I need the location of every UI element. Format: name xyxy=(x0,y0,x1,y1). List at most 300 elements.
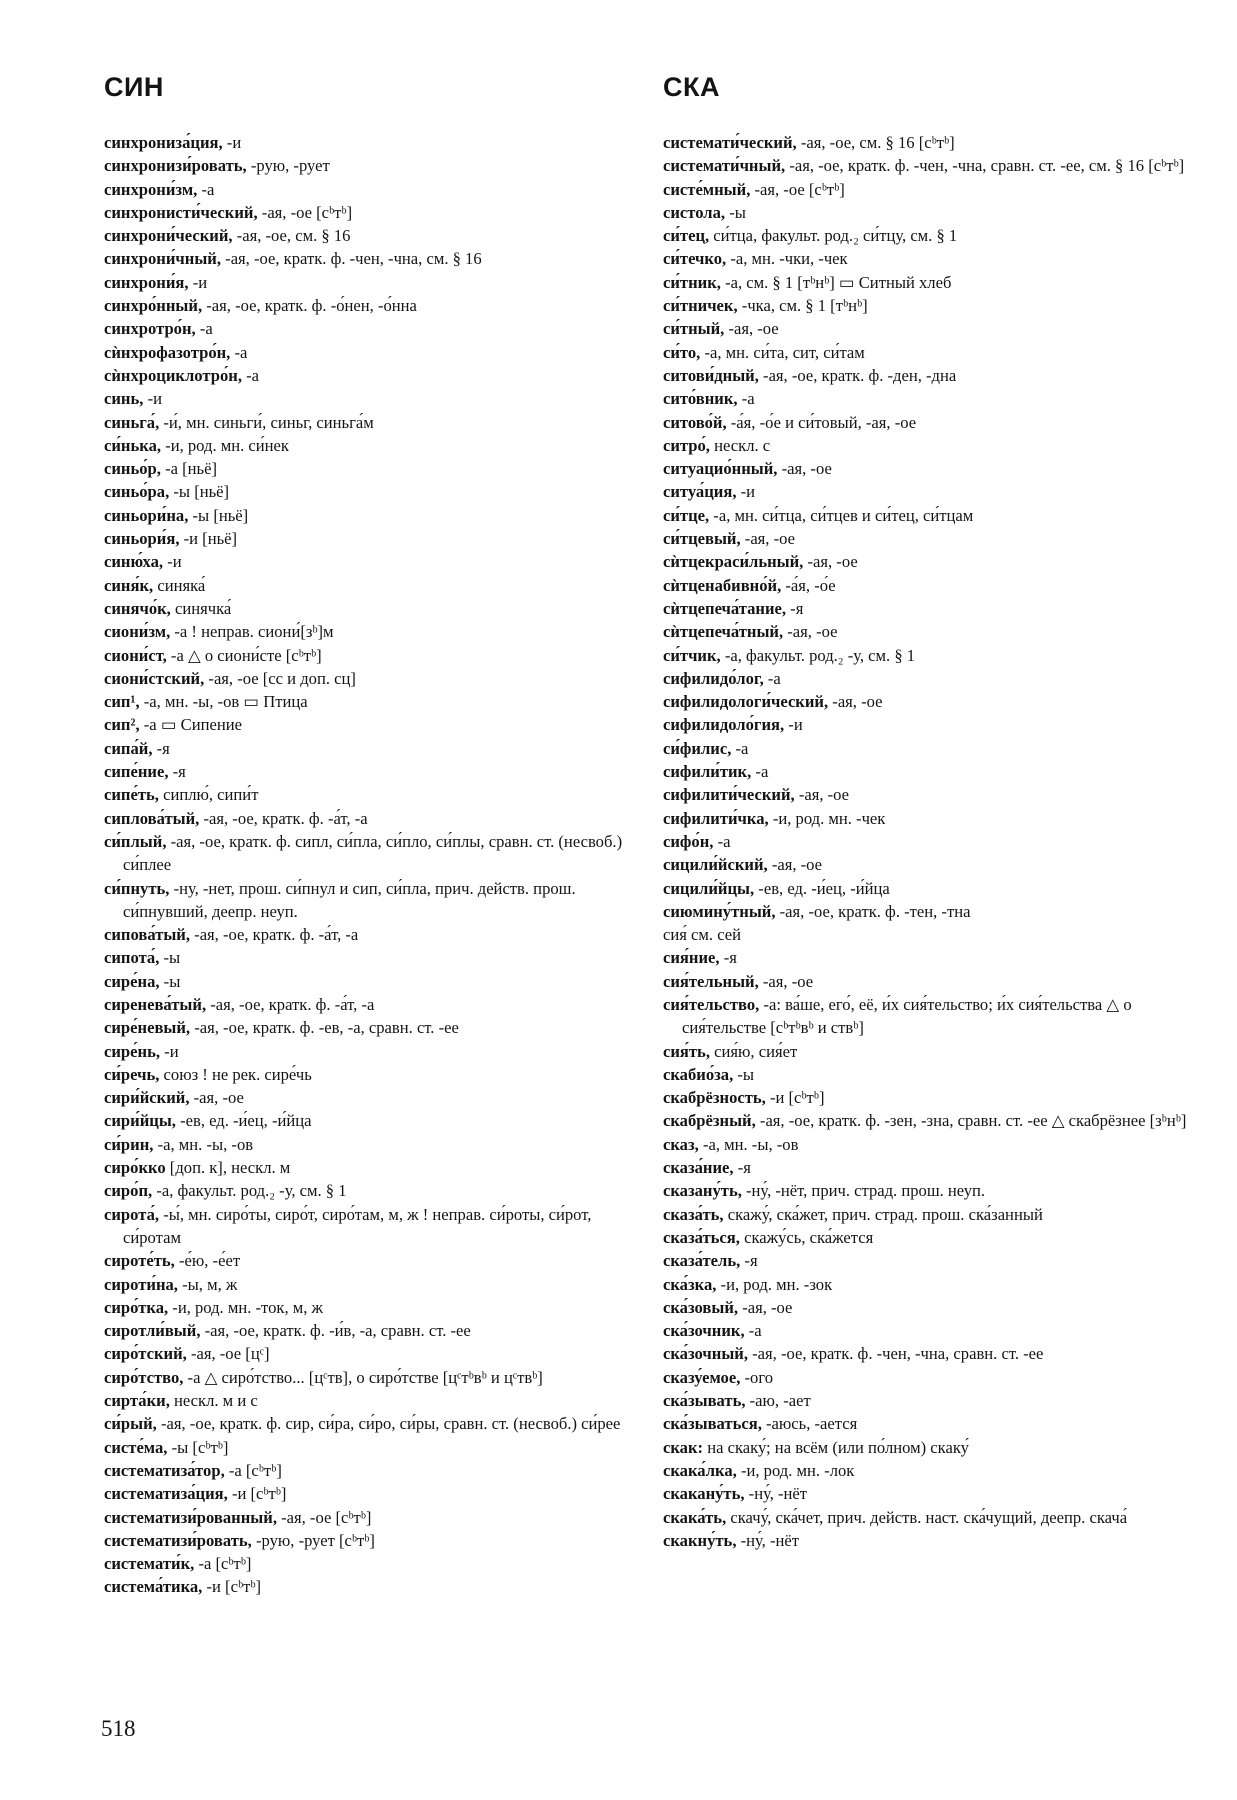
entry-headword: скакану́ть, xyxy=(663,1484,745,1504)
dictionary-entry xyxy=(663,1342,1193,1365)
entry-definition: на скаку́; на всём (или по́лном) скаку́ xyxy=(703,1437,969,1457)
entry-definition: -и xyxy=(188,272,208,292)
dictionary-entry xyxy=(104,597,638,620)
entry-definition: скажу́, ска́жет, прич. страд. прош. ска́занный xyxy=(723,1204,1043,1224)
entry-headword: ситуа́ция, xyxy=(663,482,737,502)
entry-headword: синя́к, xyxy=(104,575,154,595)
entry-headword: система́тика, xyxy=(104,1577,203,1597)
entry-headword: синьори́на, xyxy=(104,505,189,525)
entry-definition: -аю, -ает xyxy=(745,1391,811,1411)
entry-definition: -а ▭ Сипение xyxy=(139,715,242,735)
entry-definition: -ну́, -нёт xyxy=(744,1484,808,1504)
dictionary-entry xyxy=(104,247,638,270)
dictionary-entry xyxy=(104,387,638,410)
running-head-right: СКА xyxy=(663,72,720,102)
entry-headword: сказа́тель, xyxy=(663,1251,741,1271)
entry-headword: сиро́п, xyxy=(104,1181,153,1201)
dictionary-entry xyxy=(104,201,638,224)
entry-definition: -аюсь, -ается xyxy=(761,1414,858,1434)
entry-headword: синхротро́н, xyxy=(104,319,196,339)
dictionary-entry xyxy=(663,1109,1193,1132)
entry-headword: скакну́ть, xyxy=(663,1530,737,1550)
dictionary-entry xyxy=(104,550,638,573)
entry-definition: -ы xyxy=(159,971,181,991)
entry-definition: -ая, -ое xyxy=(803,552,858,572)
dictionary-entry xyxy=(663,620,1193,643)
entry-headword: сѝтценабивно́й, xyxy=(663,575,782,595)
entry-headword: синьо́р, xyxy=(104,459,161,479)
dictionary-entry xyxy=(663,131,1193,154)
dictionary-entry xyxy=(104,224,638,247)
entry-definition: -ну, -нет, прош. си́пнул и сип, си́пла, прич. действ. прош. си́пнувший, деепр. неуп. xyxy=(123,878,576,921)
entry-definition: -ая, -ое xyxy=(758,971,814,991)
entry-headword: си́нька, xyxy=(104,435,162,455)
dictionary-entry xyxy=(104,294,638,317)
entry-definition: -я xyxy=(168,762,186,782)
entry-definition: -е́ю, -е́ет xyxy=(174,1251,241,1271)
entry-headword: си́тник, xyxy=(663,272,721,292)
entry-definition: -ну́, -нёт xyxy=(736,1530,799,1550)
dictionary-entry xyxy=(663,760,1193,783)
dictionary-entry xyxy=(104,434,638,457)
entry-definition: [доп. к], нескл. м xyxy=(165,1158,291,1178)
entry-headword: сиюмину́тный, xyxy=(663,901,776,921)
entry-headword: сѝтцепеча́тание, xyxy=(663,598,787,618)
entry-definition: -а, см. § 1 [тᵇнᵇ] ▭ Ситный хлеб xyxy=(720,272,952,292)
dictionary-entry xyxy=(104,504,638,527)
entry-definition: -ы [сᵇтᵇ] xyxy=(167,1437,229,1457)
entry-definition: -а ! неправ. сиони́[зᵇ]м xyxy=(170,622,334,642)
entry-definition: -а, факульт. род.₂ -у, см. § 1 xyxy=(720,645,916,665)
dictionary-entry xyxy=(104,923,638,946)
dictionary-entry xyxy=(104,807,638,830)
entry-headword: сипе́ние, xyxy=(104,762,169,782)
entry-definition: -рую, -рует [сᵇтᵇ] xyxy=(251,1530,375,1550)
entry-headword: сиро́тство, xyxy=(104,1367,184,1387)
entry-definition: -а [ньё] xyxy=(160,459,217,479)
entry-headword: синхрони́ческий, xyxy=(104,226,233,246)
dictionary-entry xyxy=(663,1459,1193,1482)
dictionary-entry xyxy=(663,574,1193,597)
entry-definition: -ая, -ое, кратк. ф. -ден, -дна xyxy=(758,365,957,385)
dictionary-entry xyxy=(663,830,1193,853)
entry-definition: -а́я, -о́е xyxy=(781,575,836,595)
entry-definition: нескл. м и с xyxy=(169,1391,258,1411)
entry-headword: систематизи́ровать, xyxy=(104,1530,252,1550)
entry-definition: -ая, -ое, кратк. ф. -а́т, -а xyxy=(190,925,359,945)
entry-headword: синячо́к, xyxy=(104,598,171,618)
entry-headword: си́тец, xyxy=(663,226,710,246)
entry-definition: -ая, -ое xyxy=(738,1297,793,1317)
entry-definition: -а △ о сиони́сте [сᵇтᵇ] xyxy=(166,645,322,665)
entry-headword: сиони́зм, xyxy=(104,622,171,642)
entry-headword: си́течко, xyxy=(663,249,727,269)
entry-headword: сипота́, xyxy=(104,948,160,968)
entry-definition: -ну́, -нёт, прич. страд. прош. неуп. xyxy=(741,1181,986,1201)
dictionary-entry xyxy=(104,690,638,713)
dictionary-entry xyxy=(663,457,1193,480)
entry-definition: -а xyxy=(737,389,755,409)
entry-headword: сипова́тый, xyxy=(104,925,191,945)
entry-headword: сифилидоло́гия, xyxy=(663,715,785,735)
entry-headword: сипа́й, xyxy=(104,738,153,758)
entry-definition: -а xyxy=(197,179,215,199)
entry-headword: сипе́ть, xyxy=(104,785,159,805)
dictionary-entry xyxy=(104,1203,638,1250)
dictionary-entry xyxy=(104,1296,638,1319)
entry-definition: -а, мн. си́та, сит, си́там xyxy=(700,342,865,362)
dictionary-entry xyxy=(104,1179,638,1202)
entry-headword: систематиза́тор, xyxy=(104,1460,225,1480)
entry-definition: -и, род. мн. -чек xyxy=(768,808,886,828)
entry-headword: си́пнуть, xyxy=(104,878,170,898)
entry-headword: сифилидологи́ческий, xyxy=(663,692,829,712)
entry-definition: -а, факульт. род.₂ -у, см. § 1 xyxy=(152,1181,347,1201)
dictionary-entry xyxy=(104,317,638,340)
entry-headword: си́тничек, xyxy=(663,296,738,316)
entry-headword: сиро́тка, xyxy=(104,1297,169,1317)
entry-headword: синхронизи́ровать, xyxy=(104,156,247,176)
dictionary-entry xyxy=(104,1552,638,1575)
dictionary-entry xyxy=(663,713,1193,736)
entry-headword: ситови́дный, xyxy=(663,365,759,385)
entry-headword: сия́тельство, xyxy=(663,994,760,1014)
entry-definition: -ая, -ое, кратк. ф. -тен, -тна xyxy=(775,901,971,921)
entry-definition: синячка́ xyxy=(170,598,232,618)
entry-definition: -и, род. мн. -ток, м, ж xyxy=(168,1297,324,1317)
entry-definition: -а xyxy=(731,738,749,758)
entry-headword: скабио́за, xyxy=(663,1064,734,1084)
entry-definition: -ая, -ое, кратк. ф. -чен, -чна, см. § 16 xyxy=(221,249,482,269)
entry-definition: -ы [ньё] xyxy=(188,505,249,525)
dictionary-entry xyxy=(104,1575,638,1598)
entry-definition: -и xyxy=(143,389,162,409)
entry-headword: сѝнхроциклотро́н, xyxy=(104,365,242,385)
entry-headword: си́тный, xyxy=(663,319,725,339)
running-head-left: СИН xyxy=(104,72,164,102)
dictionary-entry xyxy=(104,1366,638,1389)
entry-headword: сѝнхрофазотро́н, xyxy=(104,342,231,362)
entry-headword: сиплова́тый, xyxy=(104,808,200,828)
dictionary-entry xyxy=(104,1109,638,1132)
entry-definition: -ая, -ое, см. § 16 xyxy=(232,226,351,246)
dictionary-entry xyxy=(663,1366,1193,1389)
dictionary-entry xyxy=(663,527,1193,550)
entry-headword: системати́к, xyxy=(104,1554,195,1574)
entry-headword: сифилидо́лог, xyxy=(663,668,764,688)
dictionary-entry xyxy=(663,807,1193,830)
entry-definition: -ев, ед. -и́ец, -и́йца xyxy=(754,878,890,898)
entry-definition: скажу́сь, ска́жется xyxy=(739,1227,874,1247)
dictionary-entry xyxy=(663,247,1193,270)
dictionary-entry xyxy=(104,341,638,364)
entry-definition: сиплю́, сипи́т xyxy=(158,785,259,805)
entry-definition: -а, мн. си́тца, си́тцев и си́тец, си́тцам xyxy=(709,505,974,525)
entry-headword: сироте́ть, xyxy=(104,1251,175,1271)
dictionary-entry xyxy=(663,1133,1193,1156)
entry-headword: сире́невый, xyxy=(104,1018,191,1038)
dictionary-entry xyxy=(104,1342,638,1365)
entry-headword: сифо́н, xyxy=(663,831,714,851)
entry-headword: скабрёзность, xyxy=(663,1088,766,1108)
entry-headword: синхронисти́ческий, xyxy=(104,202,258,222)
entry-headword: си́тчик, xyxy=(663,645,721,665)
entry-definition: -ая, -ое, кратк. ф. -о́нен, -о́нна xyxy=(202,296,417,316)
entry-headword: ска́зочник, xyxy=(663,1321,745,1341)
entry-definition: -и xyxy=(736,482,756,502)
entry-definition: -ая, -ое, кратк. ф. -зен, -зна, сравн. ст. -ее △ скабрёзнее [зᵇнᵇ] xyxy=(755,1111,1187,1131)
dictionary-entry xyxy=(104,154,638,177)
entry-definition: -ая, -ое [сᵇтᵇ] xyxy=(750,179,845,199)
dictionary-entry xyxy=(104,667,638,690)
dictionary-entry xyxy=(104,993,638,1016)
entry-definition: -я xyxy=(786,598,804,618)
entry-headword: скабрёзный, xyxy=(663,1111,756,1131)
dictionary-entry xyxy=(663,900,1193,923)
dictionary-entry xyxy=(663,597,1193,620)
entry-headword: сия́ть, xyxy=(663,1041,710,1061)
dictionary-entry xyxy=(104,1389,638,1412)
entry-definition: -а, мн. -ы, -ов xyxy=(153,1134,254,1154)
entry-definition: -а xyxy=(751,762,769,782)
entry-definition: скачу́, ска́чет, прич. действ. наст. ска́чущий, деепр. скача́ xyxy=(726,1507,1128,1527)
entry-definition: -рую, -рует xyxy=(246,156,330,176)
entry-definition: -ая, -ое xyxy=(724,319,779,339)
entry-definition: -я xyxy=(152,738,170,758)
dictionary-entry xyxy=(104,946,638,969)
dictionary-entry xyxy=(104,760,638,783)
entry-headword: систематизи́рованный, xyxy=(104,1507,277,1527)
entry-definition: -а xyxy=(230,342,248,362)
entry-definition: -ая, -ое, кратк. ф. -чен, -чна, сравн. ст. -ее xyxy=(748,1344,1044,1364)
entry-headword: сиренева́тый, xyxy=(104,994,207,1014)
entry-definition: -и xyxy=(222,133,242,152)
dictionary-entry xyxy=(663,387,1193,410)
dictionary-entry xyxy=(663,1319,1193,1342)
entry-definition: сия́ю, сия́ет xyxy=(709,1041,798,1061)
entry-headword: си́рый, xyxy=(104,1414,157,1434)
entry-definition: -ая, -ое xyxy=(794,785,850,805)
entry-headword: ска́зываться, xyxy=(663,1414,762,1434)
dictionary-entry xyxy=(104,574,638,597)
dictionary-entry xyxy=(663,783,1193,806)
dictionary-entry xyxy=(663,1203,1193,1226)
dictionary-entry xyxy=(104,480,638,503)
dictionary-entry xyxy=(663,504,1193,527)
entry-definition: -и xyxy=(784,715,803,735)
entry-definition: -ая, -ое, кратк. ф. -чен, -чна, сравн. ст. -ее, см. § 16 [сᵇтᵇ] xyxy=(785,156,1185,176)
entry-definition: -и, род. мн. -зок xyxy=(716,1274,833,1294)
entry-headword: сифилити́чка, xyxy=(663,808,769,828)
entry-headword: сицили́йцы, xyxy=(663,878,755,898)
dictionary-entry xyxy=(104,1412,638,1435)
entry-definition: -ы́, мн. сиро́ты, сиро́т, сиро́там, м, ж ! неправ. си́роты, си́рот, си́ротам xyxy=(123,1204,592,1247)
dictionary-entry xyxy=(663,1436,1193,1459)
entry-headword: сказ, xyxy=(663,1134,699,1154)
entry-headword: синь, xyxy=(104,389,144,409)
entry-definition: -ы, м, ж xyxy=(177,1274,238,1294)
dictionary-entry xyxy=(663,434,1193,457)
entry-headword: синхрони́я, xyxy=(104,272,189,292)
entry-definition: -а, мн. -ы, -ов xyxy=(698,1134,799,1154)
dictionary-entry xyxy=(104,1086,638,1109)
entry-headword: синьга́, xyxy=(104,412,160,432)
entry-headword: си́речь, xyxy=(104,1064,160,1084)
entry-headword: сип¹, xyxy=(104,692,140,712)
entry-definition: -а △ сиро́тство... [цᶜтв], о сиро́тстве [цᶜтᵇвᵇ и цᶜтвᵇ] xyxy=(183,1367,543,1387)
entry-headword: синхро́нный, xyxy=(104,296,203,316)
entry-definition: -а xyxy=(713,831,731,851)
entry-definition: -а, мн. -чки, -чек xyxy=(726,249,848,269)
entry-headword: сицили́йский, xyxy=(663,855,768,875)
entry-headword: си́то, xyxy=(663,342,701,362)
entry-definition: союз ! не рек. сире́чь xyxy=(159,1064,312,1084)
dictionary-entry xyxy=(104,713,638,736)
dictionary-entry xyxy=(663,294,1193,317)
left-column xyxy=(104,131,638,1599)
entry-headword: скака́ть, xyxy=(663,1507,727,1527)
entry-headword: си́тцевый, xyxy=(663,529,741,549)
dictionary-entry xyxy=(104,1016,638,1039)
entry-definition: -а xyxy=(195,319,213,339)
dictionary-entry xyxy=(663,271,1193,294)
dictionary-entry xyxy=(104,271,638,294)
entry-headword: сиро́тский, xyxy=(104,1344,187,1364)
entry-definition: -я xyxy=(733,1158,751,1178)
entry-headword: сири́йцы, xyxy=(104,1111,176,1131)
right-column xyxy=(663,131,1193,1552)
entry-definition: -ы [ньё] xyxy=(169,482,230,502)
dictionary-entry xyxy=(663,970,1193,993)
entry-definition: -ая, -ое xyxy=(828,692,883,712)
entry-definition: -а xyxy=(241,365,260,385)
dictionary-entry xyxy=(104,877,638,924)
entry-headword: систола, xyxy=(663,202,726,222)
entry-headword: синьо́ра, xyxy=(104,482,170,502)
dictionary-entry xyxy=(663,1063,1193,1086)
dictionary-entry xyxy=(663,877,1193,900)
entry-definition: -я xyxy=(719,948,737,968)
dictionary-entry xyxy=(104,737,638,760)
entry-definition: -и, род. мн. си́нек xyxy=(161,435,289,455)
entry-definition: -и xyxy=(163,552,182,572)
dictionary-entry xyxy=(663,480,1193,503)
dictionary-entry xyxy=(663,1226,1193,1249)
entry-definition: -ая, -ое, кратк. ф. -а́т, -а xyxy=(206,994,375,1014)
dictionary-entry xyxy=(663,364,1193,387)
entry-headword: систе́мный, xyxy=(663,179,751,199)
entry-definition: -ы xyxy=(733,1064,755,1084)
entry-definition: -и [сᵇтᵇ] xyxy=(202,1577,261,1597)
entry-headword: сѝтцепеча́тный, xyxy=(663,622,784,642)
dictionary-entry xyxy=(104,457,638,480)
entry-definition: -а xyxy=(744,1321,762,1341)
entry-definition: -ая, -ое xyxy=(777,459,832,479)
entry-definition: -а: ва́ше, его́, её, и́х сия́тельство; и́х сия́тельства △ о сия́тельстве [сᵇтᵇвᵇ и ствᵇ] xyxy=(682,994,1132,1038)
entry-definition: -и, род. мн. -лок xyxy=(736,1460,855,1480)
dictionary-entry xyxy=(663,178,1193,201)
dictionary-entry xyxy=(663,737,1193,760)
entry-definition: -ая, -ое, кратк. ф. -ев, -а, сравн. ст. -ее xyxy=(190,1018,459,1038)
dictionary-entry xyxy=(663,690,1193,713)
entry-definition: -ая, -ое, кратк. ф. сипл, си́пла, си́пло, си́плы, сравн. ст. (несвоб.) си́плее xyxy=(123,831,623,875)
entry-definition: -ая, -ое [сᵇтᵇ] xyxy=(276,1507,372,1527)
entry-headword: синхрони́чный, xyxy=(104,249,222,269)
dictionary-entry xyxy=(104,411,638,434)
entry-headword: сири́йский, xyxy=(104,1088,190,1108)
entry-headword: сказа́ние, xyxy=(663,1158,734,1178)
dictionary-entry xyxy=(104,1156,638,1179)
dictionary-entry xyxy=(104,1249,638,1272)
entry-headword: системати́ческий, xyxy=(663,133,797,152)
entry-definition: -ая, -ое [цᶜ] xyxy=(186,1344,270,1364)
dictionary-entry xyxy=(663,1179,1193,1202)
dictionary-entry xyxy=(104,364,638,387)
entry-headword: ска́зка, xyxy=(663,1274,717,1294)
entry-headword: сѝтцекраси́льный, xyxy=(663,552,804,572)
entry-definition: -ая, -ое, кратк. ф. -а́т, -а xyxy=(199,808,368,828)
dictionary-entry xyxy=(663,946,1193,969)
entry-headword: си́тце, xyxy=(663,505,710,525)
entry-headword: сия́ние, xyxy=(663,948,720,968)
entry-definition: -ая, -ое [сᵇтᵇ] xyxy=(257,202,353,222)
entry-headword: си́плый, xyxy=(104,831,167,851)
entry-headword: систематиза́ция, xyxy=(104,1484,228,1504)
entry-headword: сиони́стский, xyxy=(104,668,205,688)
dictionary-entry xyxy=(104,644,638,667)
dictionary-entry xyxy=(663,1249,1193,1272)
entry-headword: сифилити́ческий, xyxy=(663,785,795,805)
dictionary-entry xyxy=(104,1529,638,1552)
dictionary-entry xyxy=(104,1506,638,1529)
dictionary-entry xyxy=(104,527,638,550)
entry-headword: синхрониза́ция, xyxy=(104,133,223,152)
entry-headword: сирта́ки, xyxy=(104,1391,170,1411)
entry-headword: ска́зовый, xyxy=(663,1297,739,1317)
entry-definition: -ев, ед. -и́ец, -и́йца xyxy=(175,1111,312,1131)
dictionary-entry xyxy=(663,667,1193,690)
dictionary-entry xyxy=(663,1482,1193,1505)
entry-headword: сиро́кко xyxy=(104,1158,166,1178)
entry-definition: -ы xyxy=(725,202,746,222)
dictionary-entry xyxy=(663,853,1193,876)
entry-headword: сироти́на, xyxy=(104,1274,178,1294)
entry-headword: ситуацио́нный, xyxy=(663,459,778,479)
dictionary-entry xyxy=(663,411,1193,434)
dictionary-entry xyxy=(104,970,638,993)
entry-headword: синьори́я, xyxy=(104,529,180,549)
dictionary-entry xyxy=(663,644,1193,667)
dictionary-entry xyxy=(663,923,1193,946)
dictionary-entry xyxy=(663,317,1193,340)
entry-definition: -ая, -ое xyxy=(783,622,838,642)
dictionary-entry xyxy=(104,1040,638,1063)
entry-headword: скака́лка, xyxy=(663,1460,737,1480)
entry-definition: -я xyxy=(740,1251,758,1271)
entry-definition: си́тца, факульт. род.₂ си́тцу, см. § 1 xyxy=(709,226,958,246)
entry-definition: -ого xyxy=(740,1367,774,1387)
entry-definition: -ая, -ое xyxy=(740,529,795,549)
entry-headword: систе́ма, xyxy=(104,1437,168,1457)
entry-definition: -и́, мн. синьги́, синьг, синьга́м xyxy=(159,412,374,432)
dictionary-entry xyxy=(663,993,1193,1040)
entry-definition: -чка, см. § 1 [тᵇнᵇ] xyxy=(737,296,868,316)
entry-headword: сито́вник, xyxy=(663,389,738,409)
dictionary-entry xyxy=(663,1273,1193,1296)
dictionary-entry xyxy=(104,1482,638,1505)
entry-definition: -ая, -ое, см. § 16 [сᵇтᵇ] xyxy=(796,133,955,152)
entry-headword: ситово́й, xyxy=(663,412,727,432)
